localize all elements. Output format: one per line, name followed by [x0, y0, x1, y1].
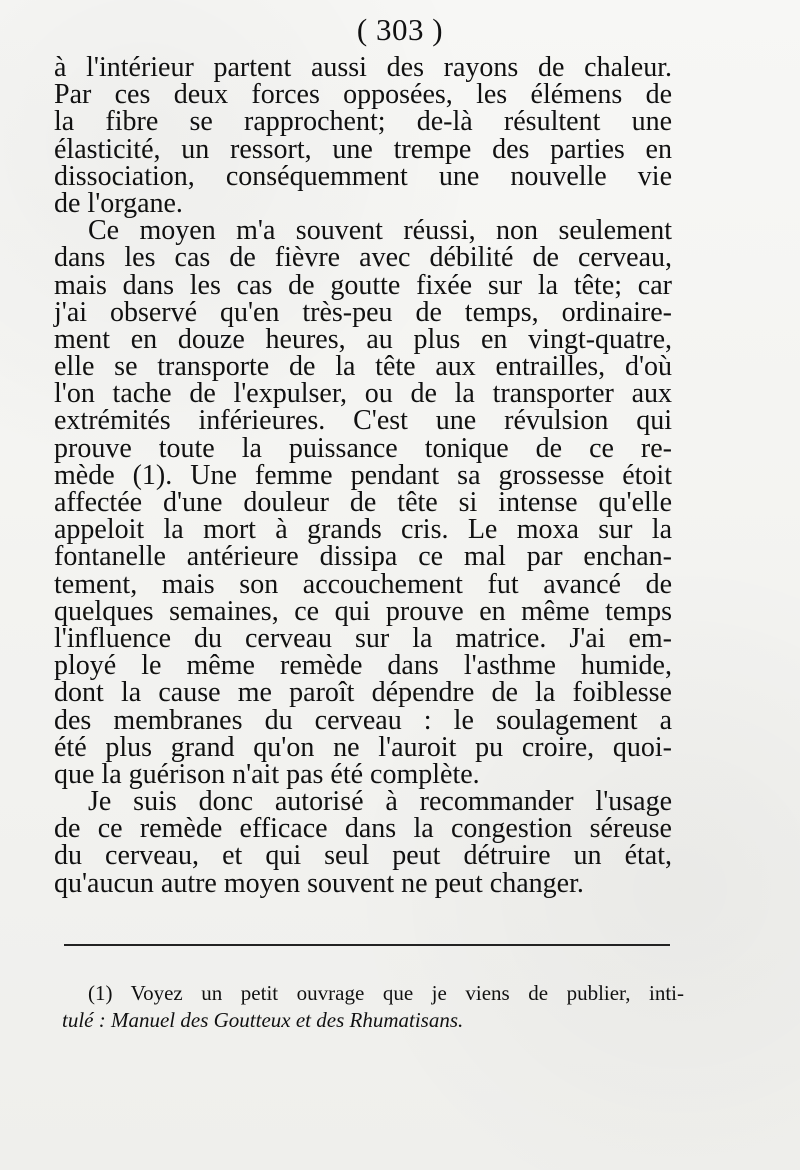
text-line-14: extrémités inférieures. C'est une révulsion qui [54, 405, 672, 437]
text-line-8: dans les cas de fièvre avec débilité de cerveau, [54, 242, 672, 274]
text-line-29: de ce remède efficace dans la congestion séreuse [54, 813, 672, 845]
footnote-separator [64, 944, 670, 946]
text-line-2: Par ces deux forces opposées, les élémens de [54, 79, 672, 111]
text-line-22: l'influence du cerveau sur la matrice. J'ai em- [54, 622, 672, 654]
text-line-19: fontanelle antérieure dissipa ce mal par enchan- [54, 541, 672, 573]
footnote-line-1: (1) Voyez un petit ouvrage que je viens de publier, inti- [88, 981, 684, 1005]
page-number: ( 303 ) [356, 12, 444, 47]
text-line-15: prouve toute la puissance tonique de ce re- [54, 432, 672, 464]
text-line-17: affectée d'une douleur de tête si intense qu'elle [54, 487, 672, 518]
text-line-6: de l'organe. [54, 187, 183, 219]
main-text-block [54, 54, 672, 897]
text-line-10: j'ai observé qu'en très-peu de temps, ordinaire- [54, 296, 672, 328]
text-line-1: à l'intérieur partent aussi des rayons de chaleur. [54, 52, 672, 83]
text-line-11: ment en douze heures, au plus en vingt-quatre, [54, 323, 672, 355]
text-line-23: ployé le même remède dans l'asthme humide, [54, 650, 672, 682]
text-line-26: été plus grand qu'on ne l'auroit pu croire, quoi- [54, 731, 672, 763]
text-line-16: mède (1). Une femme pendant sa grossesse étoit [54, 459, 672, 491]
text-line-31: qu'aucun autre moyen souvent ne peut changer. [54, 867, 584, 899]
footnote [62, 980, 684, 1034]
text-line-20: tement, mais son accouchement fut avancé de [54, 568, 672, 600]
footnote-line-2: tulé : Manuel des Goutteux et des Rhumatisans. [62, 1008, 464, 1032]
text-line-13: l'on tache de l'expulser, ou de la transporter aux [54, 378, 672, 410]
text-line-12: elle se transporte de la tête aux entrailles, d'où [54, 351, 672, 383]
text-line-7: Ce moyen m'a souvent réussi, non seulement [88, 215, 672, 247]
text-line-18: appeloit la mort à grands cris. Le moxa sur la [54, 514, 672, 546]
text-line-27: que la guérison n'ait pas été complète. [54, 758, 480, 790]
text-line-21: quelques semaines, ce qui prouve en même temps [54, 595, 672, 627]
text-line-25: des membranes du cerveau : le soulagement a [54, 704, 672, 736]
text-line-9: mais dans les cas de goutte fixée sur la tête; car [54, 269, 672, 301]
text-line-5: dissociation, conséquemment une nouvelle vie [54, 160, 672, 192]
text-line-30: du cerveau, et qui seul peut détruire un état, [54, 840, 672, 872]
text-line-28: Je suis donc autorisé à recommander l'usage [88, 786, 672, 818]
text-line-3: la fibre se rapprochent; de-là résultent une [54, 106, 672, 138]
text-line-24: dont la cause me paroît dépendre de la foiblesse [54, 677, 672, 709]
text-line-4: élasticité, un ressort, une trempe des parties en [54, 133, 672, 165]
